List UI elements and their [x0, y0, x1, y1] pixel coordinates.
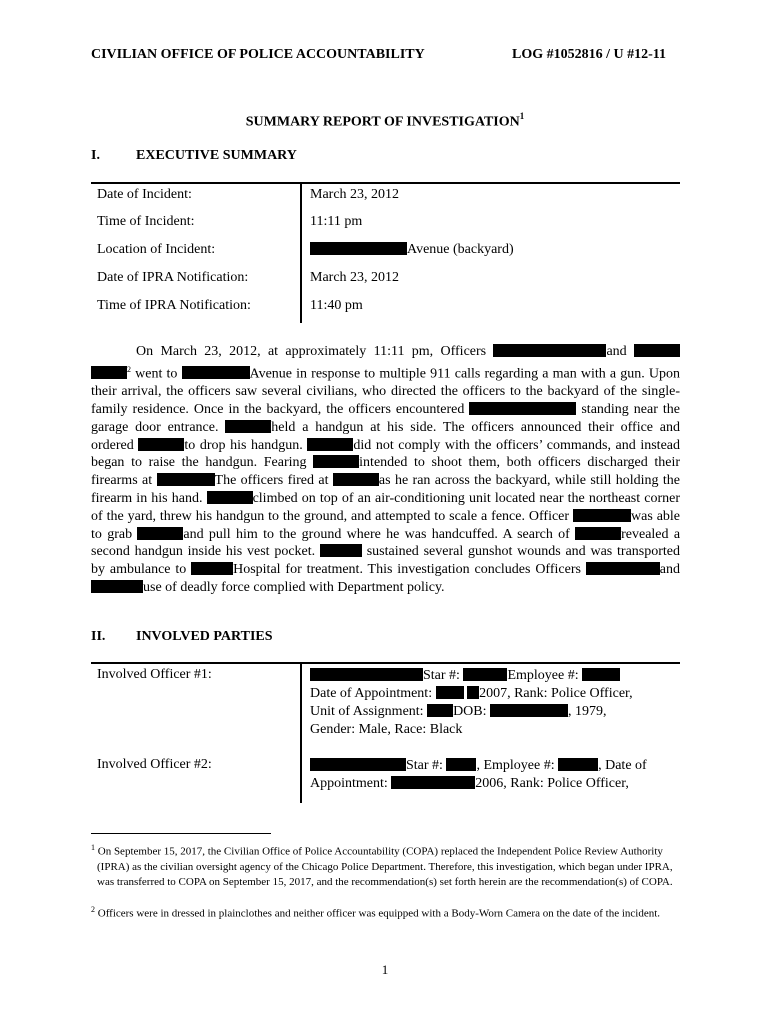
redaction: [467, 686, 479, 699]
officer1-line1: Star #: Employee #:: [310, 667, 633, 685]
title-footnote-mark: 1: [519, 111, 525, 121]
incident-time-label: Time of Incident:: [97, 214, 195, 229]
redaction: [310, 758, 406, 771]
table2-divider: [300, 663, 302, 803]
officer1-line2: Date of Appointment: 2007, Rank: Police Officer,: [310, 686, 633, 701]
redaction: [436, 686, 464, 699]
redaction: [558, 758, 598, 771]
redaction: [182, 366, 250, 379]
incident-date-value: March 23, 2012: [310, 187, 400, 202]
redaction: [463, 668, 507, 681]
section2-title: INVOLVED PARTIES: [136, 629, 273, 644]
location-text: Avenue (backyard): [407, 242, 514, 257]
page-number: 1: [381, 962, 389, 977]
officer2-details: [310, 757, 647, 793]
officer1-details: [310, 667, 633, 739]
officer2-line2: Appointment: 2006, Rank: Police Officer,: [310, 776, 629, 791]
table1-top-rule: [91, 182, 680, 184]
footnote-2: [91, 902, 680, 922]
table2-top-rule: [91, 662, 680, 664]
footnote-separator: [91, 833, 271, 834]
redaction: [320, 544, 362, 557]
log-number: LOG #1052816 / U #12-11: [512, 47, 667, 62]
table1-divider: [300, 183, 302, 323]
summary-paragraph: On March 23, 2012, at approximately 11:11 pm, Officers and $^2$ went to Avenue in response to multiple 911 calls regarding a man with a gun. Upon their arrival, the officers saw several civilians, who directed the officers to the backyard of the single-family residence. Once in the backyard, the officers encountered standing near the garage door entrance. held a handgun at his side. The officers announced their office and ordered to drop his handgun. did not comply with the officers’ commands, and instead began to raise the handgun. Fearing intended to shoot them, both officers discharged their firearms at The officers fired at as he ran across the backyard, while still holding the firearm in his hand. climbed on top of an air-conditioning unit located near the northeast corner of the yard, threw his handgun to the ground, and attempted to scale a fence. Officer was able to grab and pull him to the ground where he was handcuffed. A search of revealed a second handgun inside his vest pocket. sustained several gunshot wounds and was transported by ambulance to Hospital for treatment. This investigation concludes Officers and use of deadly force complied with Department policy.: [91, 344, 681, 596]
ipra-time-label: Time of IPRA Notification:: [97, 298, 251, 313]
redaction: [191, 562, 233, 575]
incident-time-value: 11:11 pm: [310, 214, 363, 229]
redaction: [137, 527, 183, 540]
redaction: [310, 242, 407, 255]
redaction: [575, 527, 621, 540]
section1-number: I.: [91, 148, 100, 163]
agency-header: CIVILIAN OFFICE OF POLICE ACCOUNTABILITY: [91, 47, 425, 62]
officer2-line1: Star #: , Employee #: , Date of: [310, 757, 647, 775]
redaction: [493, 344, 606, 357]
redaction: [138, 438, 184, 451]
ipra-time-value: 11:40 pm: [310, 298, 363, 313]
footnote-1-text: On September 15, 2017, the Civilian Office of Police Accountability (COPA) replaced the Independent Police Review Authority (IPRA) as the civilian oversight agency of the Chicago Police Department. Therefore, this investigation, which began under IPRA, was transferred to COPA on September 15, 2017, and the recommendation(s) set forth herein are the recommendation(s) of COPA.: [97, 845, 673, 888]
redaction: [313, 455, 359, 468]
report-title-text: SUMMARY REPORT OF INVESTIGATION: [245, 114, 520, 130]
redaction: [225, 420, 271, 433]
officer2-label: Involved Officer #2:: [97, 757, 212, 772]
redaction: [573, 509, 631, 522]
redaction: [157, 473, 215, 486]
redaction: [310, 668, 423, 681]
officer1-line3: Unit of Assignment: DOB: , 1979,: [310, 704, 607, 719]
redaction: [391, 776, 475, 789]
footnote-1: [91, 840, 686, 890]
redaction: [427, 704, 453, 717]
redaction: [91, 366, 127, 379]
incident-date-label: Date of Incident:: [97, 187, 192, 202]
officer1-line4: Gender: Male, Race: Black: [310, 722, 463, 737]
report-title: [0, 112, 770, 131]
section2-number: II.: [91, 629, 106, 644]
redaction: [634, 344, 680, 357]
redaction: [490, 704, 568, 717]
incident-location-label: Location of Incident:: [97, 242, 216, 257]
officer1-label: Involved Officer #1:: [97, 667, 212, 682]
redaction: [582, 668, 620, 681]
redaction: [207, 491, 253, 504]
footnote-mark-2: 2: [127, 364, 131, 374]
section1-title: EXECUTIVE SUMMARY: [136, 148, 297, 163]
incident-location-value: [310, 242, 514, 258]
redaction: [586, 562, 660, 575]
redaction: [469, 402, 576, 415]
redaction: [333, 473, 379, 486]
ipra-date-label: Date of IPRA Notification:: [97, 270, 249, 285]
redaction: [446, 758, 476, 771]
footnote-2-mark: 2: [91, 905, 95, 914]
ipra-date-value: March 23, 2012: [310, 270, 400, 285]
footnote-2-text: Officers were in dressed in plainclothes and neither officer was equipped with a Body-Worn Camera on the date of the incident.: [97, 907, 661, 920]
redaction: [307, 438, 353, 451]
redaction: [91, 580, 143, 593]
footnote-1-mark: 1: [91, 843, 95, 852]
